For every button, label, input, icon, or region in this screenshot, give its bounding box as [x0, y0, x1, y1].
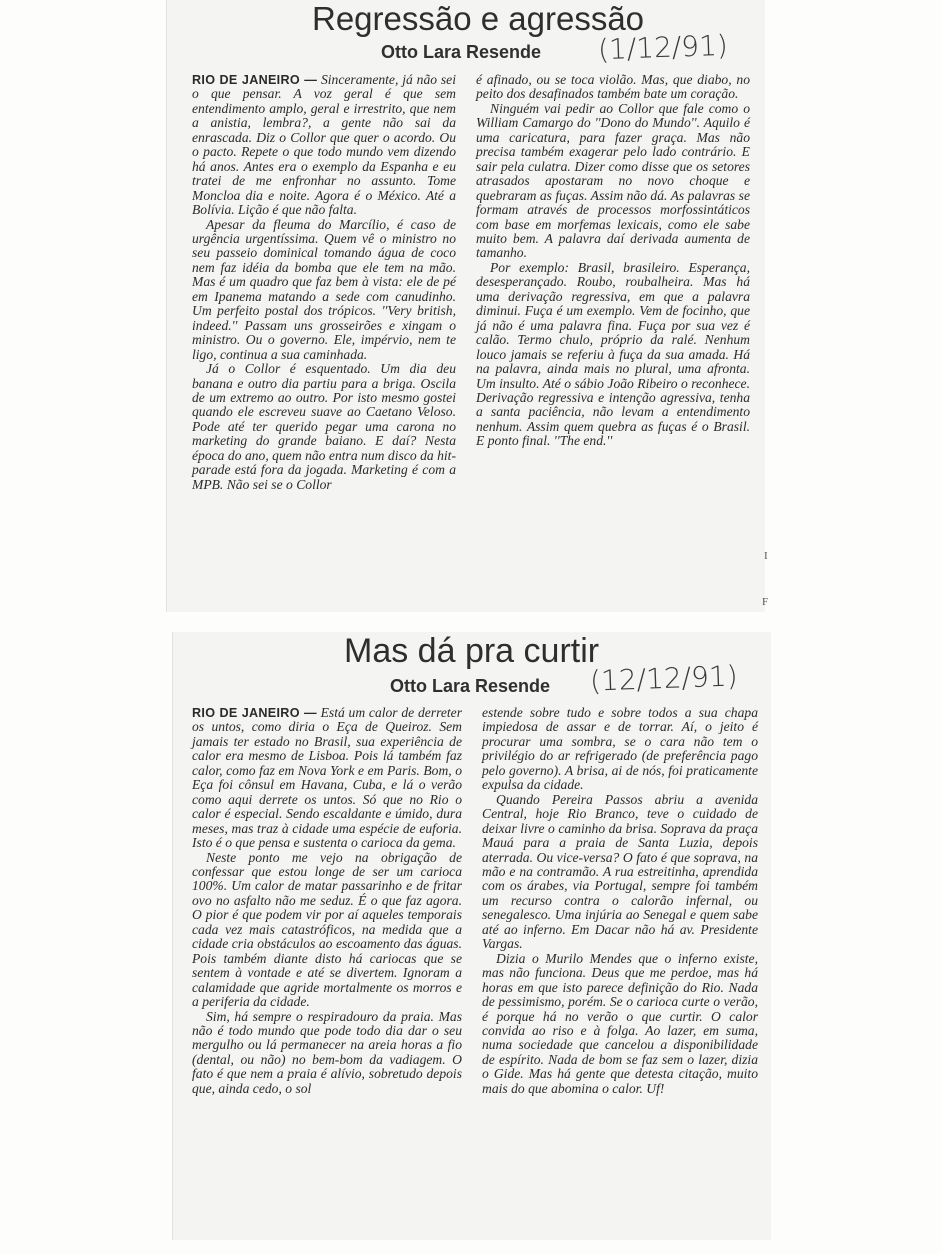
paragraph: Dizia o Murilo Mendes que o inferno existe, mas não funciona. Deus que me perdoe, mas há horas em que isto parece definição do Rio. Nada de pessimismo, porém. Se o carioca curte o verão, é porque há no verão o que curtir. O calor convida ao riso e à folga. Ao lazer, em suma, numa sociedade que cancelou a disponibilidade de espírito. Nada de bom se faz sem o lazer, dizia o Gide. Mas há gente que detesta citação, muito mais do que abomina o calor. Uf! — [482, 950, 758, 1096]
article-title: Mas dá pra curtir — [344, 632, 600, 670]
dateline: RIO DE JANEIRO — — [192, 73, 318, 87]
clipping-regressao — [166, 0, 764, 612]
article-title: Regressão e agressão — [312, 0, 645, 37]
paragraph: Já o Collor é esquentado. Um dia deu banana e outro dia partiu para a briga. Oscila de um extremo ao outro. Por isto mesmo gostei quando ele escreveu suave ao Caetano Veloso. Pode até ter querido pegar uma carona no marketing do grande baiano. E daí? Nesta época do ano, quem não entra num disco da hit-parade está fora da jogada. Marketing é com a MPB. Não sei se o Collor — [192, 361, 456, 492]
article-column-1 — [192, 706, 462, 1096]
paragraph: Neste ponto me vejo na obrigação de confessar que estou longe de ser um carioca 100%. Um calor de matar passarinho e de fritar ovo no asfalto não me seduz. É o que faz agora. O pior é que podem vir por aí aqueles temporais cada vez mais catastróficos, na medida que a cidade cria obstáculos ao escoamento das águas. Pois também diante disto há cariocas que se sentem à vontade e até se divertem. Ignoram a calamidade que agride mortalmente os morros e a periferia da cidade. — [192, 849, 462, 1010]
article-column-2 — [476, 73, 750, 449]
article-author: Otto Lara Resende — [381, 42, 542, 62]
paragraph: é afinado, ou se toca violão. Mas, que diabo, no peito dos desafinados também bate um coração. — [476, 72, 750, 102]
paragraph: Ninguém vai pedir ao Collor que fale como o William Camargo do ''Dono do Mundo''. Aquilo é uma caricatura, para fazer graça. Mas não precisa também exagerar pelo lado contrário. E sair pela culatra. Dizer como disse que os setores atrasados apostaram no novo choque e quebraram as fuças. Assim não dá. As palavras se formam através de processos morfossintáticos com base em morfemas lexicais, como ele sabe muito bem. A palavra daí derivada aumenta de tamanho. — [476, 100, 750, 261]
article-column-2 — [482, 706, 758, 1096]
article-column-1 — [192, 73, 456, 492]
margin-mark: F — [762, 596, 769, 608]
paragraph: Quando Pereira Passos abriu a avenida Central, hoje Rio Branco, teve o cuidado de deixar livre o caminho da brisa. Soprava da praça Mauá para a praia de Santa Luzia, depois aterrada. Ou vice-versa? O fato é que soprava, na mão e na contramão. A rua estreitinha, aprendida com os árabes, via Portugal, sempre foi também um recurso contra o calorão infernal, ou senegalesco. Uma injúria ao Senegal e quem sabe até ao inferno. Em Dacar não há av. Presidente Vargas. — [482, 791, 758, 952]
handwritten-date: (12/12/91) — [589, 659, 739, 698]
paragraph: Por exemplo: Brasil, brasileiro. Esperança, desesperançado. Roubo, roubalheira. Mas há uma derivação regressiva, em que a palavra diminui. Fuça é um exemplo. Vem de focinho, que já não é uma palavra fina. Fuça por sua vez é calão. Termo chulo, próprio da ralé. Nenhum louco jamais se referiu à fuça da sua amada. Há na palavra, ainda mais no plural, uma afronta. Um insulto. Até o sábio João Ribeiro o reconhece. Derivação regressiva e intenção agressiva, tenha a santa paciência, não levam a entendimento nenhum. Assim quem quebra as fuças é o Brasil. E ponto final. ''The end.'' — [476, 259, 750, 449]
paragraph: estende sobre tudo e sobre todos a sua chapa impiedosa de assar e de torrar. Aí, o jeito é procurar uma sombra, se o cara não tem o privilégio do ar refrigerado (de preferência pago pelo governo). A brisa, ai de nós, foi praticamente expulsa da cidade. — [482, 705, 758, 793]
paragraph: Sim, há sempre o respiradouro da praia. Mas não é todo mundo que pode todo dia dar o seu mergulho ou lá permanecer na areia horas a fio (dental, ou não) no bem-bom da vadiagem. O fato é que nem a praia é alívio, sobretudo depois que, ainda cedo, o sol — [192, 1008, 462, 1096]
paragraph: RIO DE JANEIRO — Sinceramente, já não sei o que pensar. A voz geral é que sem entendimento amplo, geral e irrestrito, que nem a anistia, lembra?, a gente não sai da enrascada. Diz o Collor que quer o acordo. Ou o pacto. Repete o que todo mundo vem dizendo há anos. Antes era o exemplo da Espanha e eu tratei de me enfronhar no assunto. Tome Moncloa dia e noite. Agora é o México. Até a Bolívia. Lição é que não falta. — [192, 72, 456, 218]
paragraph: RIO DE JANEIRO — Está um calor de derreter os untos, como diria o Eça de Queiroz. Sem jamais ter estado no Brasil, sua experiência de calor era mesmo de Lisboa. Pois lá também faz calor, como faz em Nova York e em Paris. Bom, o Eça foi cônsul em Havana, Cuba, e lá o verão como aqui derrete os untos. Só que no Rio o calor é especial. Sendo escaldante e úmido, dura meses, mas traz à cidade uma espécie de euforia. Isto é o que pensa e sustenta o carioca da gema. — [192, 705, 462, 851]
paragraph: Apesar da fleuma do Marcílio, é caso de urgência urgentíssima. Quem vê o ministro no seu passeio dominical tomando água de coco nem faz idéia da bomba que ele tem na mão. Mas é um quadro que faz bem à vista: ele de pé em Ipanema matando a sede com canudinho. Um perfeito postal dos trópicos. ''Very british, indeed.'' Passam uns grosseirões e xingam o ministro. Ou o governo. Ele, impérvio, nem te ligo, continua a sua caminhada. — [192, 216, 456, 362]
clipping-mas-da-pra-curtir — [172, 632, 770, 1240]
dateline: RIO DE JANEIRO — — [192, 706, 317, 720]
margin-mark: I — [764, 550, 768, 562]
handwritten-date: (1/12/91) — [597, 28, 729, 67]
article-author: Otto Lara Resende — [390, 676, 551, 696]
